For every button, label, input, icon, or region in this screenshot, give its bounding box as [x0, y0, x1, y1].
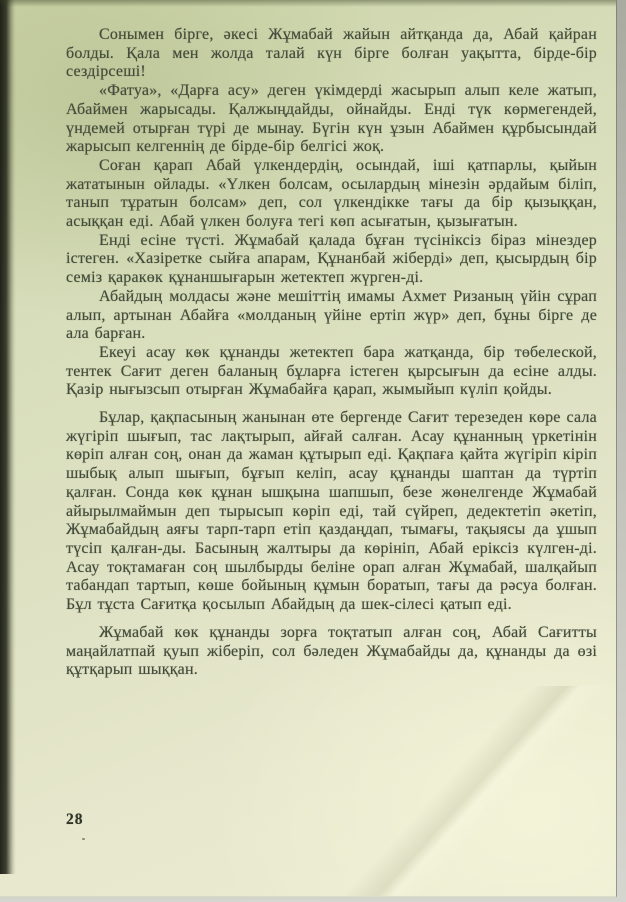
page-top-shadow	[0, 0, 626, 7]
paragraph-2: «Фатуа», «Дарға асу» деген үкімдерді жасырып алып келе жатып, Абаймен жарысады. Қалжыңдайды, ойнайды. Енді түк көрмегендей, үндемей отырған түрі де мынау. Бүгін күн ұзын Абаймен құрбысындай жарысып келгеннің де бірде-бір белгісі жоқ.	[66, 82, 597, 156]
paragraph-5: Абайдың молдасы және мешіттің имамы Ахмет Ризаның үйін сұрап алып, артынан Абайға «молданың үйіне ертіп жүр» деп, бұны бірге де ала барған.	[66, 287, 597, 343]
page-number: 28	[66, 811, 84, 828]
paper-crease	[317, 686, 617, 896]
scanner-edge-right	[616, 0, 626, 902]
scanner-edge-bottom	[0, 896, 617, 902]
paragraph-6: Екеуі асау көк құнанды жетектеп бара жатқанда, бір төбелеской, тентек Сағит деген баланың бұларға істеген қырсығын да есіне алды. Қазір нығызсып отырған Жұмабайға қарап, жымыйып күліп қойды.	[66, 343, 597, 399]
paragraph-8: Жұмабай көк құнанды зорға тоқтатып алған соң, Абай Сағитты маңайлатпай қуып жіберіп, сол бәледен Жұмабайды да, құнанды да өзі құтқарып шыққан.	[66, 623, 597, 679]
paragraph-4: Енді есіне түсті. Жұмабай қалада бұған түсініксіз біраз мінездер істеген. «Хазіретке сыйға апарам, Құнанбай жіберді» деп, қысырдың бір семіз қаракөк құнаншығарын жетектеп жүрген-ді.	[66, 231, 597, 287]
page-text	[66, 26, 597, 680]
page-gutter-shadow	[0, 0, 16, 874]
paragraph-7: Бұлар, қақпасының жанынан өте бергенде Сағит терезеден көре сала жүгіріп шығып, тас лақтырып, айғай салған. Асау құнанның үркетінін көріп алған соң, онан да жаман құтырып еді. Қақпаға қайта жүгіріп кіріп шыбық алып шығып, бұғып келіп, асау құнанды шаптан да түртіп қалған. Сонда көк құнан ышқына шапшып, безе жөнелгенде Жұмабай айырылмаймын деп тырысып көріп еді, тай сүйреп, дедектетіп әкетіп, Жұмабайдың аяғы тарп-тарп етіп қаздаңдап, тымағы, тақыясы да ұшып түсіп қалған-ды. Басының жалтыры да көрініп, Абай еріксіз күлген-ді. Асау тоқтамаған соң шылбырды беліне орап алған Жұмабай, шалқайып табандап тартып, көше бойының құмын боратып, тағы да рәсуа болған. Бұл тұста Сағитқа қосылып Абайдың да шек-сілесі қатып еді.	[66, 409, 597, 614]
paragraph-3: Соған қарап Абай үлкендердің, осындай, іші қатпарлы, қыйын жататынын ойлады. «Үлкен болсам, осылардың мінезін әрдайым біліп, танып тұратын болсам» деп, сол үлкендікке тағы да бір қызыққан, асыққан еді. Абай үлкен болуға тегі көп асығатын, қызығатын.	[66, 156, 597, 231]
paragraph-1: Сонымен бірге, әкесі Жұмабай жайын айтқанда да, Абай қайран болды. Қала мен жолда талай күн бірге болған уақытта, бірде-бір сездірсеші!	[66, 26, 597, 81]
ink-speck	[82, 838, 85, 840]
